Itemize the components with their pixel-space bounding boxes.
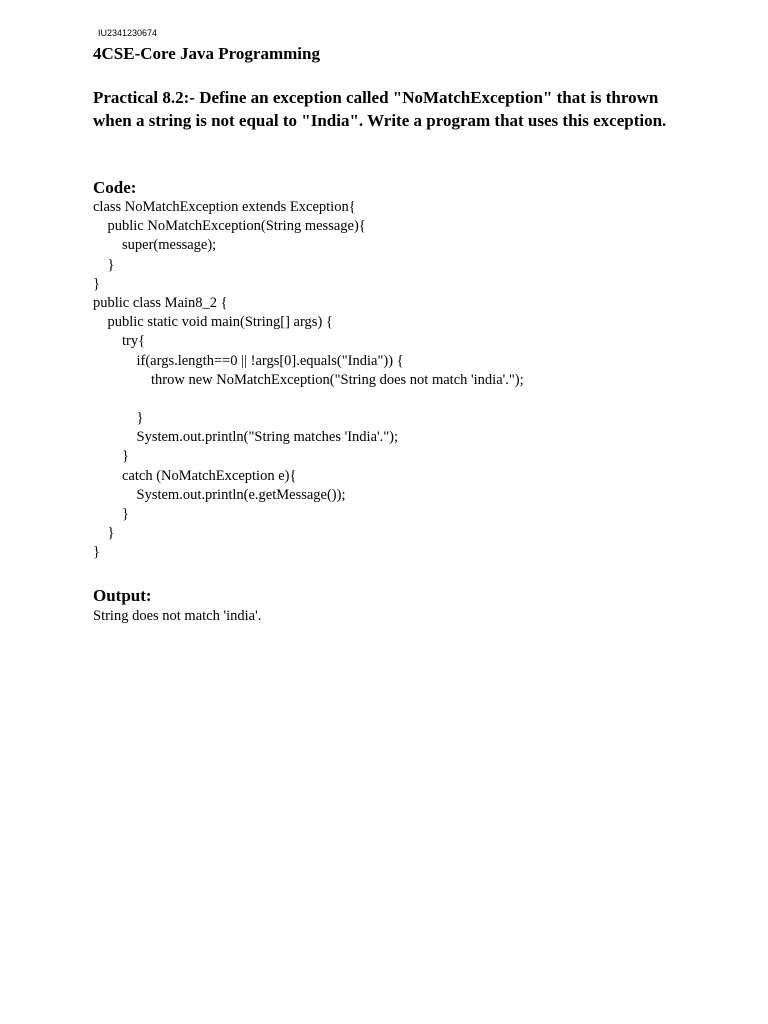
code-line: } [93, 256, 115, 273]
code-line: public NoMatchException(String message){ [93, 218, 366, 235]
student-id: IU2341230674 [98, 28, 158, 38]
code-line: } [93, 275, 100, 292]
code-line: } [93, 525, 115, 542]
code-line: catch (NoMatchException e){ [93, 467, 297, 484]
code-line: } [93, 544, 100, 561]
code-line: if(args.length==0 || !args[0].equals("India")) { [93, 352, 404, 369]
code-line: public static void main(String[] args) { [93, 314, 333, 331]
code-line: } [93, 448, 129, 465]
course-title: 4CSE-Core Java Programming [93, 44, 320, 63]
code-line: } [93, 506, 129, 522]
code-line [93, 390, 524, 409]
code-line: try{ [93, 333, 146, 350]
code-line: } [93, 410, 144, 427]
code-line: throw new NoMatchException("String does not match 'india'."); [93, 371, 524, 388]
code-line: System.out.println("String matches 'India'."); [93, 429, 399, 446]
practical-title: Practical 8.2:- Define an exception called "NoMatchException" that is thrown when a string is not equal to "India". Write a program that uses this exception. [93, 88, 667, 130]
output-text: String does not match 'india'. [93, 608, 262, 624]
code-line: class NoMatchException extends Exception{ [93, 199, 356, 215]
output-heading: Output: [93, 586, 152, 605]
code-line: System.out.println(e.getMessage()); [93, 486, 346, 503]
code-heading: Code: [93, 178, 137, 197]
code-line: super(message); [93, 237, 217, 254]
code-line: public class Main8_2 { [93, 294, 228, 311]
code-block [93, 198, 524, 563]
